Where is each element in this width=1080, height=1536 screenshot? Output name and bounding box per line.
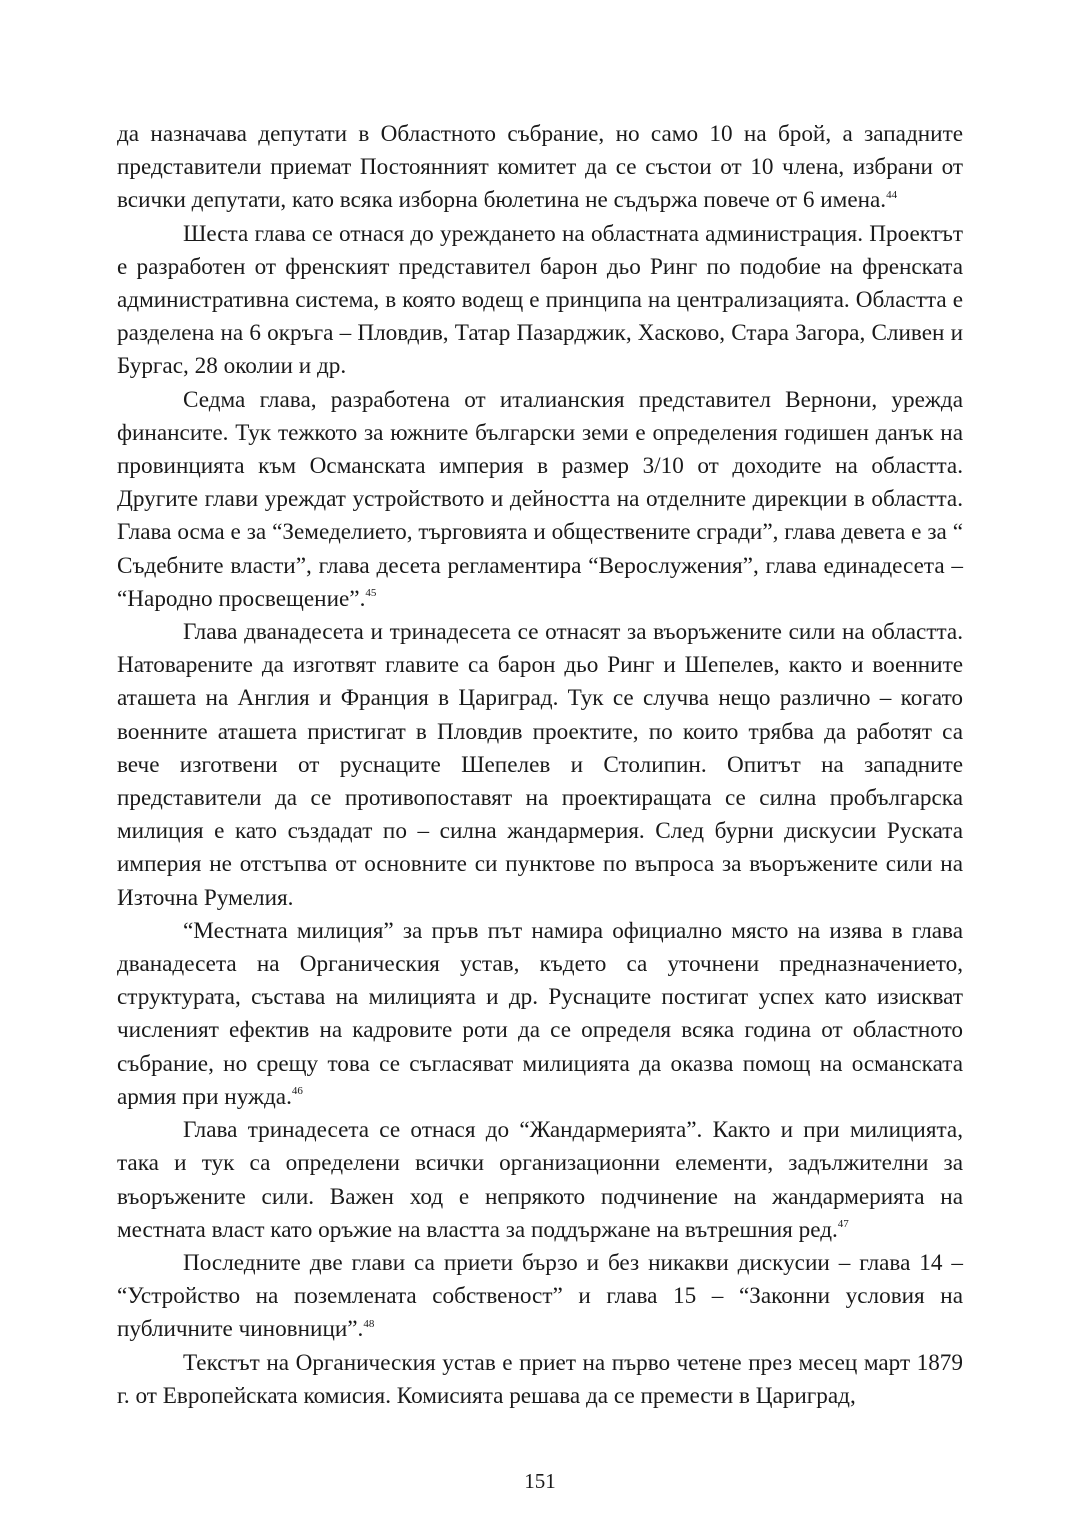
paragraph — [117, 218, 963, 384]
paragraph — [117, 1247, 963, 1347]
footnote-marker[interactable]: 48 — [363, 1317, 375, 1330]
paragraph — [117, 1347, 963, 1413]
paragraph — [117, 616, 963, 915]
paragraph — [117, 384, 963, 616]
paragraph — [117, 118, 963, 218]
paragraph — [117, 1114, 963, 1247]
paragraph-text: Седма глава, разработена от италианския представител Вернони, урежда финансите. Тук тежкото за южните български земи е определения годишен данък на провинцията към Османската империя в размер 3/10 от доходите на областта. Другите глави уреждат устройството и дейността на отделните дирекции в областта. Глава осма е за “Земеделието, търговията и обществените сгради”, глава девета е за “ Съдебните власти”, глава десета регламентира “Верослужения”, глава единадесета – “Народно просвещение”. — [117, 386, 963, 612]
paragraph-text: “Местната милиция” за пръв път намира официално място на изява в глава дванадесета на Органическия устав, където са уточнени предназначението, структурата, състава на милицията и др. Руснаците постигат успех като изискват численият ефектив на кадровите роти да се определя всяка година от областното събрание, но срещу това се съгласяват милицията да оказва помощ на османската армия при нужда. — [117, 917, 963, 1110]
footnote-marker[interactable]: 45 — [365, 587, 377, 600]
paragraph-text: Шеста глава се отнася до уреждането на областната администрация. Проектът е разработен от френският представител барон дьо Ринг по подобие на френската административна система, в която водещ е принципа на централизацията. Областта е разделена на 6 окръга – Пловдив, Татар Пазарджик, Хасково, Стара Загора, Сливен и Бургас, 28 околии и др. — [117, 220, 963, 380]
footnote-marker[interactable]: 46 — [291, 1085, 303, 1098]
paragraph — [117, 915, 963, 1114]
paragraph-text: Текстът на Органическия устав е приет на първо четене през месец март 1879 г. от Европейската комисия. Комисията решава да се премести в Цариград, — [117, 1349, 963, 1409]
paragraph-text: Глава тринадесета се отнася до “Жандармерията”. Както и при милицията, така и тук са определени всички организационни елементи, задължителни за въоръжените сили. Важен ход е непрякото подчинение на жандармерията на местната власт като оръжие на властта за поддържане на вътрешния ред. — [117, 1117, 963, 1243]
paragraph-text: да назначава депутати в Областното събрание, но само 10 на брой, а западните представители приемат Постоянният комитет да се състои от 10 члена, избрани от всички депутати, като всяка изборна бюлетина не съдържа повече от 6 имена. — [117, 121, 963, 214]
footnote-marker[interactable]: 47 — [837, 1217, 849, 1230]
paragraph-text: Глава дванадесета и тринадесета се отнасят за въоръжените сили на областта. Натоварените да изготвят главите са барон дьо Ринг и Шепелев, както и военните аташета на Англия и Франция в Цариград. Тук се случва нещо различно – когато военните аташета пристигат в Пловдив проектите, по които трябва да работят са вече изготвени от руснаците Шепелев и Столипин. Опитът на западните представители да се противопоставят на проектиращата се силна пробългарска милиция е като създадат по – силна жандармерия. След бурни дискусии Руската империя не отстъпва от основните си пунктове по въпроса за въоръжените сили на Източна Румелия. — [117, 619, 963, 911]
footnote-marker[interactable]: 44 — [886, 188, 898, 201]
page-body — [117, 118, 963, 1413]
paragraph-text: Последните две глави са приети бързо и без никакви дискусии – глава 14 – “Устройство на поземлената собственост” и глава 15 – “Законни условия на публичните чиновници”. — [117, 1249, 963, 1343]
page-number: 151 — [524, 1469, 556, 1493]
